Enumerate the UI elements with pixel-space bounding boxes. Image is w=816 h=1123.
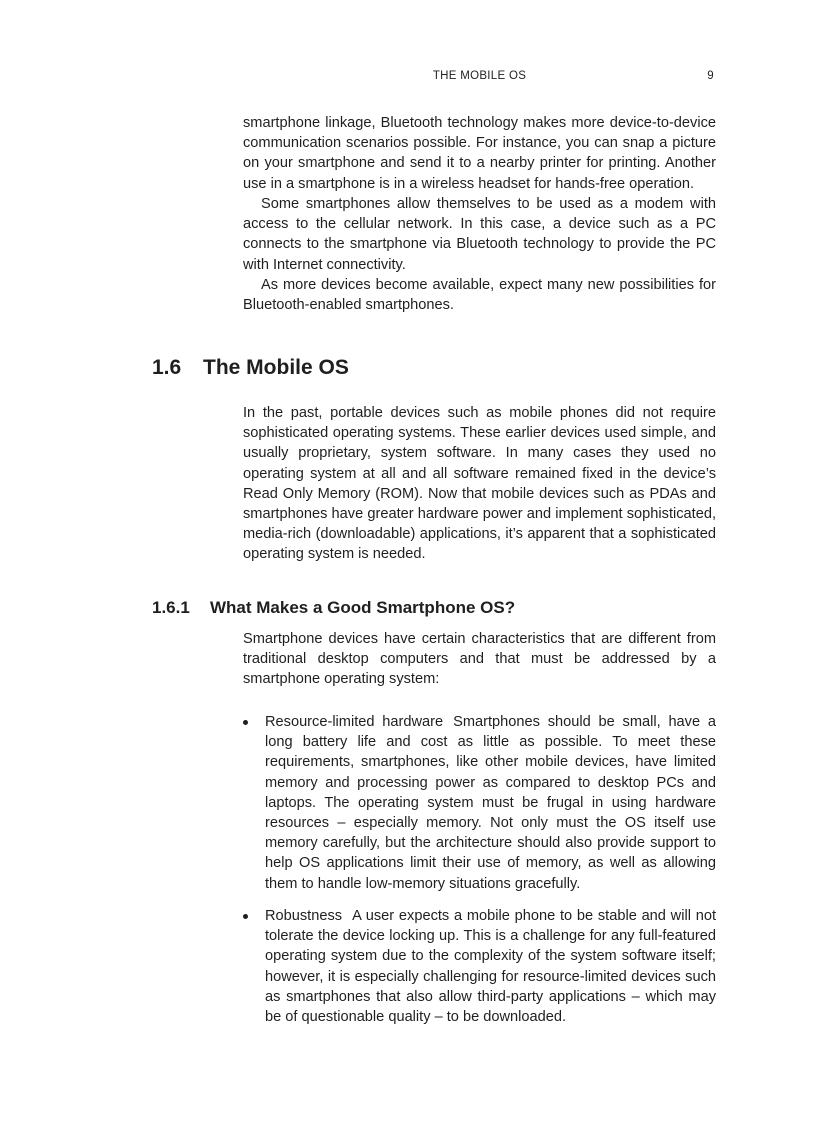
bullet-icon bbox=[243, 914, 248, 919]
section-title: The Mobile OS bbox=[203, 356, 349, 379]
running-head bbox=[243, 70, 716, 88]
subsection-number: 1.6.1 bbox=[152, 598, 190, 617]
section-paragraph: In the past, portable devices such as mobile phones did not require sophisticated operating systems. These earlier devices used simple, and usually proprietary, system software. In many cases they used no operating system at all and all software remained fixed in the device’s Read Only Memory (ROM). Now that mobile devices such as PDAs and smartphones have greater hardware power and implement sophisticated, media-rich (downloadable) applications, it’s apparent that a sophisticated operating system is needed. bbox=[243, 405, 716, 563]
subsection-title: What Makes a Good Smartphone OS? bbox=[210, 598, 516, 617]
page-number: 9 bbox=[707, 70, 714, 82]
running-head-title: THE MOBILE OS bbox=[432, 70, 527, 82]
section-heading bbox=[152, 354, 349, 382]
subsection-paragraph: Smartphone devices have certain characteristics that are different from traditional desktop computers and that must be addressed by a smartphone operating system: bbox=[243, 631, 716, 688]
bullet-icon bbox=[243, 720, 248, 725]
body-paragraph: As more devices become available, expect many new possibilities for Bluetooth-enabled smartphones. bbox=[243, 277, 716, 314]
list-item-term: Resource-limited hardware bbox=[265, 714, 444, 730]
subsection-heading bbox=[152, 596, 515, 620]
body-paragraph: smartphone linkage, Bluetooth technology makes more device-to-device communication scenarios possible. For instance, you can snap a picture on your smartphone and send it to a nearby printer for printing. Another use in a smartphone is in a wireless headset for hands-free operation. bbox=[243, 115, 716, 192]
list-item-term: Robustness bbox=[265, 908, 343, 924]
body-paragraph: Some smartphones allow themselves to be used as a modem with access to the cellular network. In this case, a device such as a PC connects to the smartphone via Bluetooth technology to provide the PC with Internet connectivity. bbox=[243, 196, 716, 273]
list-item-body: A user expects a mobile phone to be stable and will not tolerate the device locking up. This is a challenge for any full-featured operating system due to the complexity of the system software itself; however, it is especially challenging for resource-limited devices such as smartphones that also allow third-party applications – which may be of questionable quality – to be downloaded. bbox=[265, 908, 716, 1026]
list-item-text bbox=[265, 906, 716, 1027]
section-number: 1.6 bbox=[152, 356, 182, 379]
list-item-text bbox=[265, 712, 716, 894]
list-item-body: Smartphones should be small, have a long battery life and cost as little as possible. To meet these requirements, smartphones, like other mobile devices, have limited memory and processing power as compared to desktop PCs and laptops. The operating system must be frugal in using hardware resources – especially memory. Not only must the OS itself use memory carefully, but the architecture should also provide support to help OS applications limit their use of memory, as well as allowing them to handle low-memory situations gracefully. bbox=[265, 714, 716, 892]
